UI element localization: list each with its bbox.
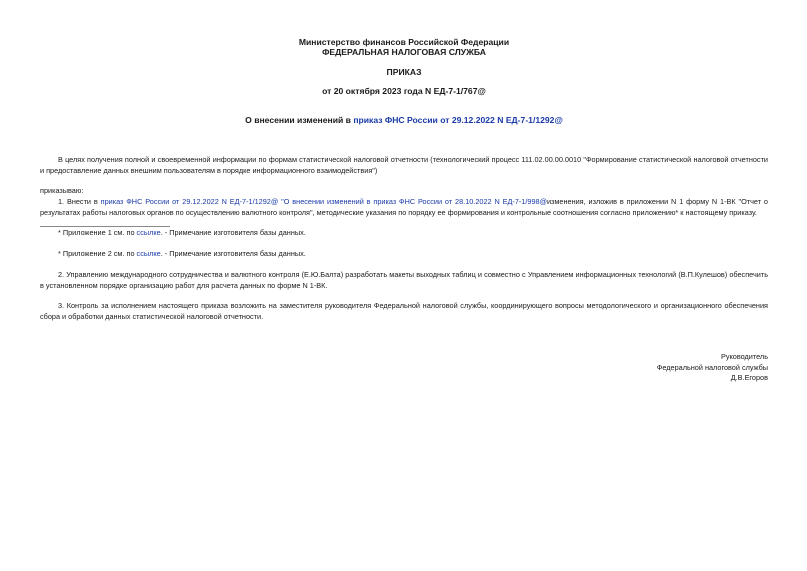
item-2-paragraph: 2. Управлению международного сотрудничества и валютного контроля (Е.Ю.Балта) разработать макеты выходных таблиц и совместно с Управлением информационных технологий (В.П.Кулешов) обеспечить в установленном порядке организацию работ для расчета данных по форме N 1-ВК.	[40, 270, 768, 290]
doc-type-heading: ПРИКАЗ	[386, 67, 422, 77]
item-1-paragraph	[40, 197, 768, 218]
footnote-2-link[interactable]: ссылке	[136, 249, 161, 258]
footnote-1-prefix: * Приложение 1 см. по	[58, 228, 137, 237]
footnote-2-suffix: . - Примечание изготовителя базы данных.	[160, 249, 306, 258]
signature-name: Д.В.Егоров	[730, 373, 768, 382]
footnote-2	[40, 249, 768, 260]
subject-order-link[interactable]: приказ ФНС России от 29.12.2022 N ЕД-7-1/1292@	[353, 115, 563, 125]
intro-paragraph: В целях получения полной и своевременной информации по формам статистической налоговой отчетности (технологический процесс 111.02.00.00.0010 "Формирование статистической налоговой отчетности и предоставление данных внешним пользователям в порядке информационного взаимодействия")	[40, 155, 768, 175]
doc-subject-text: О внесении изменений в	[245, 115, 354, 125]
footnote-1	[40, 228, 768, 239]
footnote-1-suffix: . - Примечание изготовителя базы данных.	[160, 228, 306, 237]
signature-block	[508, 352, 768, 384]
footnote-divider	[40, 226, 170, 227]
signature-organization: Федеральной налоговой службы	[656, 362, 768, 372]
ministry-heading: Министерство финансов Российской Федерации	[298, 37, 510, 47]
item-1-amendment-link[interactable]: "О внесении изменений в приказ ФНС России от 28.10.2022 N ЕД-7-1/998@	[278, 197, 547, 206]
item-1-text: изменения, изложив в приложении N 1 форму N 1-ВК "Отчет о результатах работы налоговых органов по осуществлению валютного контроля", методические указания по порядку ее формирования и контрольные соотношения согласно приложению* к настоящему приказу.	[40, 197, 768, 217]
service-heading: ФЕДЕРАЛЬНАЯ НАЛОГОВАЯ СЛУЖБА	[322, 47, 486, 57]
signature-title: Руководитель	[720, 352, 768, 361]
doc-subject	[40, 115, 768, 126]
item-1-order-link[interactable]: приказ ФНС России от 29.12.2022 N ЕД-7-1/1292@	[100, 197, 279, 206]
footnote-2-prefix: * Приложение 2 см. по	[58, 249, 137, 258]
doc-date-number: от 20 октября 2023 года N ЕД-7-1/767@	[322, 86, 486, 96]
footnote-1-link[interactable]: ссылке	[136, 228, 161, 237]
item-1-prefix: 1. Внести в	[58, 197, 101, 206]
order-word: приказываю:	[40, 186, 84, 195]
document-page	[40, 0, 768, 571]
item-3-paragraph: 3. Контроль за исполнением настоящего приказа возложить на заместителя руководителя Федеральной налоговой службы, координирующего вопросы методологического и организационного обеспечения сбора и обработки данных статистической налоговой отчетности.	[40, 301, 768, 321]
